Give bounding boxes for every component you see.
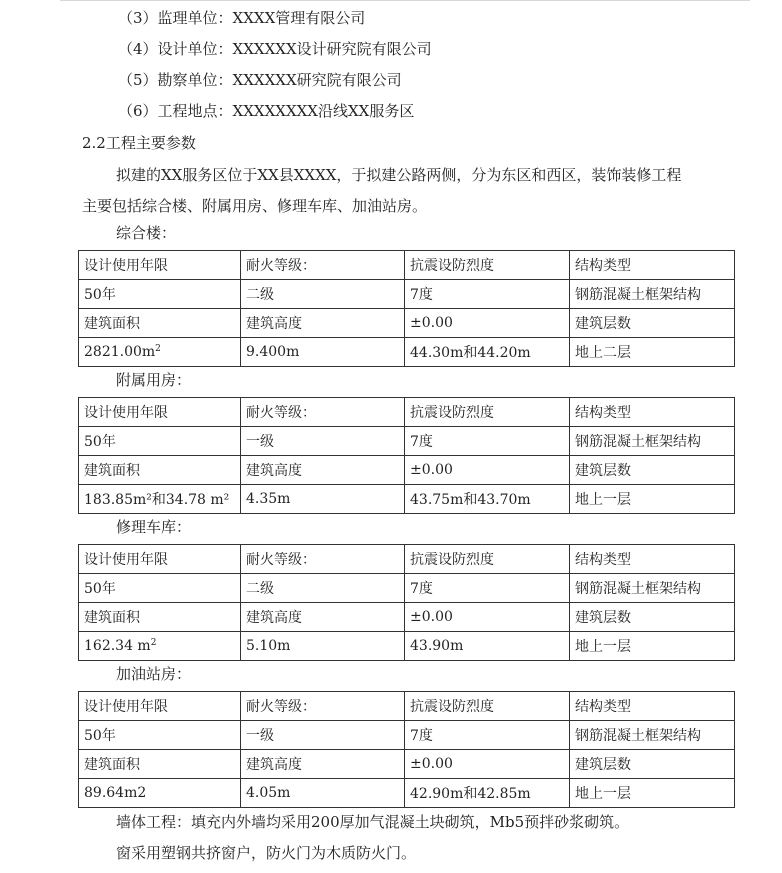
table-cell: 二级 [241,280,405,309]
area-value: 183.85m²和34.78 m² [84,492,230,508]
table-cell: 耐火等级： [241,545,405,574]
table-cell: 50年 [79,427,241,456]
table-cell: 耐火等级： [241,251,405,280]
table-cell: 结构类型 [570,398,735,427]
table-cell: 抗震设防烈度 [405,398,570,427]
table-cell: 设计使用年限 [79,545,241,574]
table-cell: 建筑高度 [241,603,405,632]
area-value: 2821.00m [84,344,156,360]
table-row [79,280,735,309]
area-value: 89.64m2 [84,785,147,801]
table-cell: 地上一层 [570,632,735,661]
table-cell: 结构类型 [570,692,735,721]
table-cell [79,338,241,367]
spec-table-gas-station-building [78,691,735,808]
table-cell: 建筑层数 [570,603,735,632]
page-top-rule [60,0,750,1]
table-cell: 43.75m和43.70m [405,485,570,514]
building-title: 加油站房： [116,665,192,683]
area-superscript: 2 [150,638,157,648]
table-cell: 建筑层数 [570,456,735,485]
table-cell: 抗震设防烈度 [405,251,570,280]
table-cell: 结构类型 [570,251,735,280]
wall-construction-text: 墙体工程：填充内外墙均采用200厚加气混凝土块砌筑，Mb5预拌砂浆砌筑。 [116,813,630,831]
table-row [79,545,735,574]
spec-table-auxiliary-building [78,397,735,514]
table-cell: ±0.00 [405,456,570,485]
table-cell: 抗震设防烈度 [405,692,570,721]
table-cell: 设计使用年限 [79,251,241,280]
building-title: 附属用房： [116,371,192,389]
table-row [79,574,735,603]
table-cell: 建筑高度 [241,750,405,779]
table-cell: 建筑面积 [79,456,241,485]
table-row [79,338,735,367]
table-row [79,427,735,456]
table-cell: 抗震设防烈度 [405,545,570,574]
table-cell: 建筑面积 [79,603,241,632]
table-cell: 7度 [405,427,570,456]
table-cell: 建筑高度 [241,456,405,485]
table-cell: 50年 [79,280,241,309]
table-cell: 地上一层 [570,485,735,514]
spec-table-repair-garage [78,544,735,661]
table-cell: 耐火等级： [241,398,405,427]
building-title: 修理车库： [116,518,192,536]
table-cell: ±0.00 [405,750,570,779]
table-row [79,309,735,338]
table-row [79,632,735,661]
table-cell: 地上二层 [570,338,735,367]
spec-table-main-building [78,250,735,367]
table-cell: 一级 [241,427,405,456]
table-cell: 7度 [405,721,570,750]
area-value: 162.34 m [84,638,151,654]
table-cell: ±0.00 [405,309,570,338]
table-cell: ±0.00 [405,603,570,632]
table-cell: 建筑高度 [241,309,405,338]
table-cell: 4.05m [241,779,405,808]
table-cell: 建筑面积 [79,309,241,338]
table-row [79,692,735,721]
table-cell: 43.90m [405,632,570,661]
table-cell: 设计使用年限 [79,398,241,427]
table-cell [79,632,241,661]
window-door-text: 窗采用塑钢共挤窗户，防火门为木质防火门。 [116,844,417,862]
table-row [79,603,735,632]
table-cell: 钢筋混凝土框架结构 [570,721,735,750]
table-cell: 50年 [79,721,241,750]
table-row [79,750,735,779]
table-row [79,251,735,280]
table-cell: 钢筋混凝土框架结构 [570,280,735,309]
list-item-surveyor: （5）勘察单位：XXXXXX研究院有限公司 [118,71,402,89]
table-cell: 建筑层数 [570,309,735,338]
table-cell: 4.35m [241,485,405,514]
table-cell [79,485,241,514]
table-cell: 设计使用年限 [79,692,241,721]
area-superscript: 2 [155,344,161,354]
table-cell [79,779,241,808]
table-cell: 耐火等级： [241,692,405,721]
table-cell: 9.400m [241,338,405,367]
list-item-supervisor: （3）监理单位：XXXX管理有限公司 [118,9,366,27]
building-title: 综合楼： [116,224,177,242]
table-row [79,721,735,750]
table-cell: 7度 [405,574,570,603]
table-cell: 结构类型 [570,545,735,574]
table-cell: 地上一层 [570,779,735,808]
table-cell: 5.10m [241,632,405,661]
table-row [79,779,735,808]
table-row [79,485,735,514]
table-cell: 钢筋混凝土框架结构 [570,427,735,456]
section-heading: 2.2工程主要参数 [82,134,196,152]
table-cell: 44.30m和44.20m [405,338,570,367]
intro-paragraph-line-2: 主要包括综合楼、附属用房、修理车库、加油站房。 [82,197,428,215]
table-cell: 二级 [241,574,405,603]
table-cell: 建筑面积 [79,750,241,779]
table-cell: 50年 [79,574,241,603]
table-cell: 一级 [241,721,405,750]
list-item-location: （6）工程地点：XXXXXXXX沿线XX服务区 [118,102,415,120]
table-cell: 42.90m和42.85m [405,779,570,808]
table-row [79,456,735,485]
table-row [79,398,735,427]
intro-paragraph-line-1: 拟建的XX服务区位于XX县XXXX，于拟建公路两侧，分为东区和西区，装饰装修工程 [116,166,682,184]
table-cell: 钢筋混凝土框架结构 [570,574,735,603]
table-cell: 建筑层数 [570,750,735,779]
list-item-designer: （4）设计单位：XXXXXX设计研究院有限公司 [118,40,432,58]
table-cell: 7度 [405,280,570,309]
